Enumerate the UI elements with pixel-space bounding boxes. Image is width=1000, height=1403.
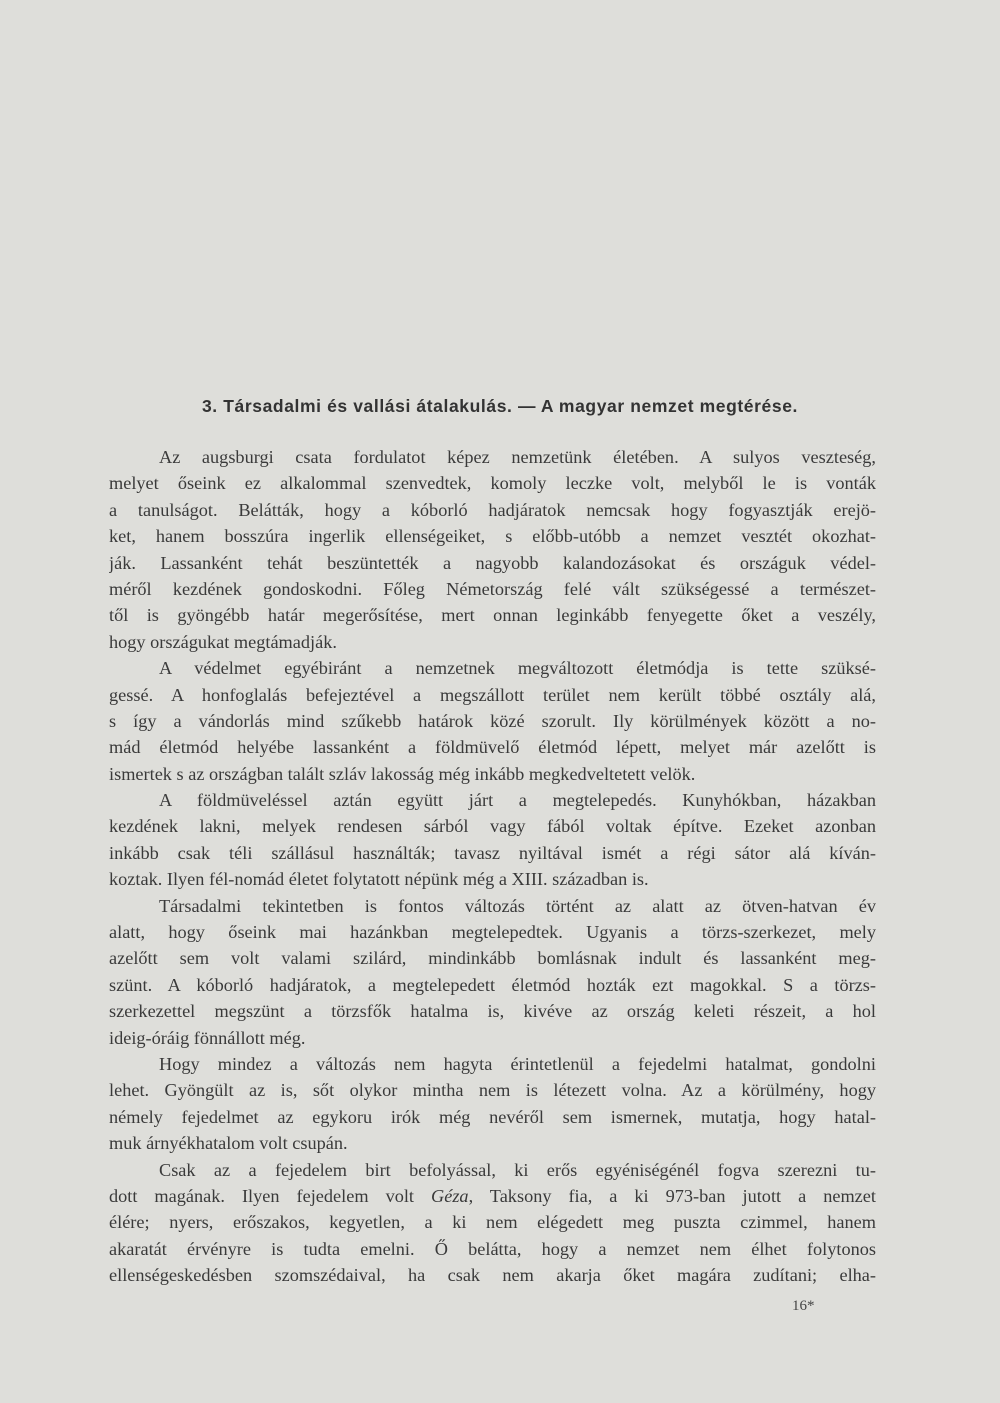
- text-line: től is gyöngébb határ megerősítése, mert onnan leginkább fenyegette őket a veszély,: [109, 605, 876, 626]
- text-line: ideig-óráig fönnállott még.: [109, 1027, 306, 1048]
- italic-name: Géza: [431, 1185, 469, 1206]
- text-line: mád életmód helyébe lassanként a földmüvelő életmód lépett, melyet már azelőtt is: [109, 737, 876, 758]
- paragraph: [109, 1157, 876, 1289]
- text-line: ket, hanem bosszúra ingerlik ellenségeiket, s előbb-utóbb a nemzet vesztét okozhat-: [109, 526, 876, 547]
- paragraph: [109, 1051, 876, 1157]
- text-line: Hogy mindez a változás nem hagyta érintetlenül a fejedelmi hatalmat, gondolni: [159, 1053, 876, 1074]
- text-line: szünt. A kóborló hadjáratok, a megtelepedett életmód hozták ezt magokkal. S a törzs-: [109, 974, 876, 995]
- text-line: kezdének lakni, melyek rendesen sárból vagy fából voltak építve. Ezeket azonban: [109, 816, 876, 837]
- text-line: melyet őseink ez alkalommal szenvedtek, komoly leczke volt, melyből le is vonták: [109, 473, 876, 494]
- text-line: szerkezettel megszünt a törzsfők hatalma is, kivéve az ország keleti részeit, a hol: [109, 1001, 876, 1022]
- text-line: gessé. A honfoglalás befejeztével a megszállott terület nem került többé osztály alá,: [109, 684, 876, 705]
- text-line: hogy országukat megtámadják.: [109, 631, 337, 652]
- paragraph: [109, 655, 876, 787]
- text-line: A védelmet egyébiránt a nemzetnek megváltozott életmódja is tette szüksé-: [159, 658, 876, 679]
- text-line: ellenségeskedésben szomszédaival, ha csak nem akarja őket magára zudítani; elha-: [109, 1265, 876, 1286]
- page-number: 16*: [792, 1298, 815, 1314]
- text-line: Társadalmi tekintetben is fontos változás történt az alatt az ötven-hatvan év: [159, 895, 876, 916]
- text-line: élére; nyers, erőszakos, kegyetlen, a ki nem elégedett meg puszta czimmel, hanem: [109, 1212, 876, 1233]
- section-heading: 3. Társadalmi és vallási átalakulás. — A magyar nemzet megtérése.: [201, 396, 799, 416]
- text-line: A földmüveléssel aztán együtt járt a megtelepedés. Kunyhókban, házakban: [159, 790, 876, 811]
- paragraph: [109, 893, 876, 1051]
- text-line: muk árnyékhatalom volt csupán.: [109, 1133, 348, 1154]
- text-line: ismertek s az országban talált szláv lakosság még inkább megkedveltetett velök.: [109, 763, 696, 784]
- text-line: azelőtt sem volt valami szilárd, mindinkább bomlásnak indult és lassanként meg-: [109, 948, 876, 969]
- text-line: Csak az a fejedelem birt befolyással, ki erős egyéniségénél fogva szerezni tu-: [159, 1159, 876, 1180]
- text-line: lehet. Gyöngült az is, sőt olykor mintha nem is létezett volna. Az a körülmény, hogy: [109, 1080, 876, 1101]
- text-line: s így a vándorlás mind szűkebb határok közé szorult. Ily körülmények között a no-: [109, 710, 876, 731]
- paragraph: [109, 787, 876, 893]
- text-line: a tanulságot. Belátták, hogy a kóborló hadjáratok nemcsak hogy fogyasztják erejö-: [109, 499, 876, 520]
- text-line: akaratát érvényre is tudta emelni. Ő belátta, hogy a nemzet nem élhet folytonos: [109, 1238, 876, 1259]
- text-line: dott magának. Ilyen fejedelem volt Géza, Taksony fia, a ki 973-ban jutott a nemzet: [109, 1185, 876, 1206]
- text-line: inkább csak téli szállásul használták; tavasz nyiltával ismét a régi sátor alá kíván-: [109, 842, 876, 863]
- text-line: alatt, hogy őseink mai hazánkban megtelepedtek. Ugyanis a törzs-szerkezet, mely: [109, 922, 876, 943]
- text-line: ják. Lassanként tehát beszüntették a nagyobb kalandozásokat és országuk védel-: [109, 552, 876, 573]
- text-line: Az augsburgi csata fordulatot képez nemzetünk életében. A sulyos veszteség,: [159, 447, 876, 467]
- text-line: némely fejedelmet az egykoru irók még nevéről sem ismernek, mutatja, hogy hatal-: [109, 1106, 876, 1127]
- body-text: [109, 444, 876, 1289]
- text-line: koztak. Ilyen fél-nomád életet folytatott népünk még a XIII. században is.: [109, 869, 649, 890]
- paragraph: [109, 444, 876, 655]
- text-line: méről kezdének gondoskodni. Főleg Németország felé vált szükségessé a természet-: [109, 578, 876, 599]
